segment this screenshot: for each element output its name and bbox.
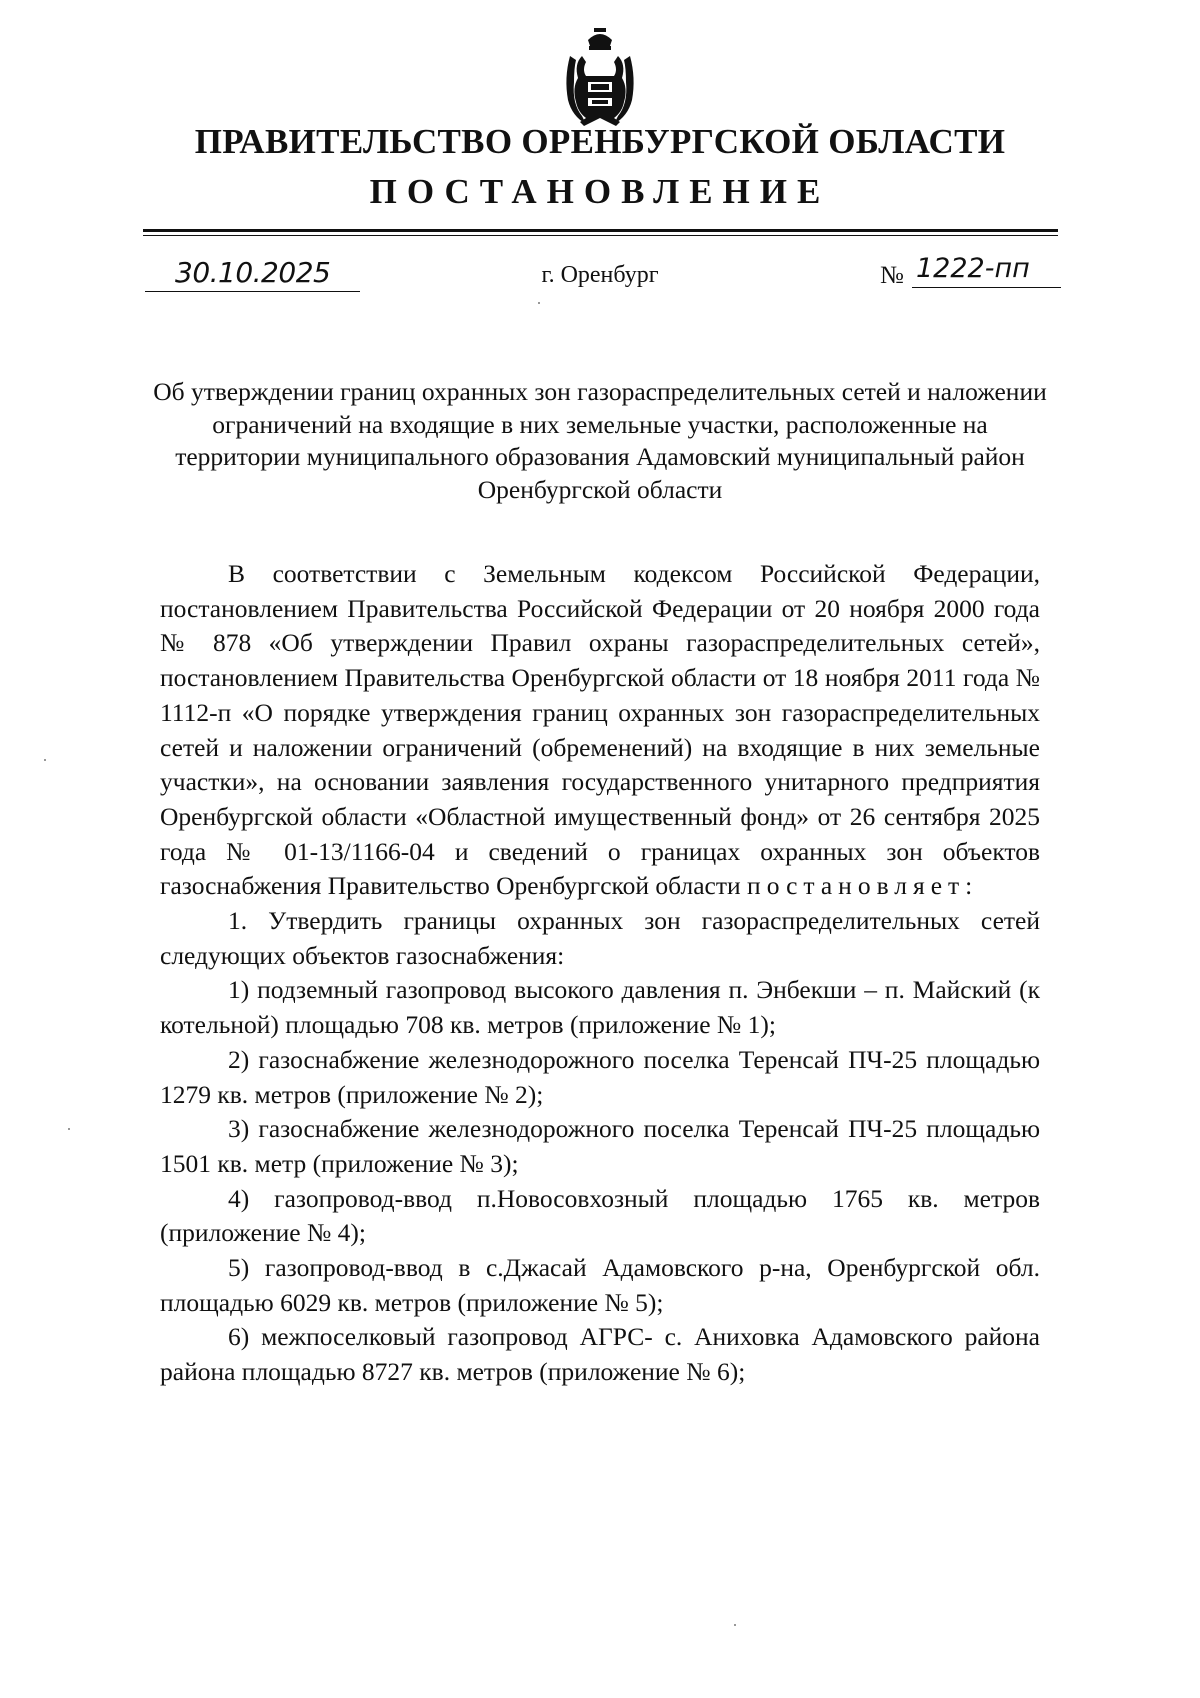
- government-title: ПРАВИТЕЛЬСТВО ОРЕНБУРГСКОЙ ОБЛАСТИ: [194, 122, 1006, 161]
- header-rule-thick: [143, 229, 1058, 232]
- header-rule-thin: [143, 235, 1058, 236]
- document-body: [160, 557, 1040, 1390]
- document-subject: Об утверждении границ охранных зон газораспределительных сетей и наложении ограничений на входящие в них земельные участки, расположенные на территории муниципального образования Адамовский муниципальный район Оренбургской области: [153, 377, 1047, 504]
- scan-speck: [538, 302, 540, 304]
- document-number-field: [880, 253, 1030, 290]
- coat-of-arms-emblem: [560, 26, 640, 130]
- scan-speck: [44, 759, 46, 761]
- list-item: 6) межпоселковый газопровод АГРС- с. Аниховка Адамовского района района площадью 8727 кв. метров (приложение № 6);: [160, 1322, 1040, 1387]
- document-type-title: ПОСТАНОВЛЕНИЕ: [369, 172, 831, 211]
- number-sign: №: [880, 262, 904, 289]
- document-number-value: 1222-пп: [912, 253, 1061, 288]
- date-value: 30.10.2025: [175, 256, 331, 289]
- preamble-text: В соответствии с Земельным кодексом Российской Федерации, постановлением Правительства Российской Федерации от 20 ноября 2000 года № 878 «Об утверждении Правил охраны газораспределительных сетей», постановлением Правительства Оренбургской области от 18 ноября 2011 года № 1112-п «О порядке утверждения границ охранных зон газораспределительных сетей и наложении ограничений (обременений) на входящие в них земельные участки», на основании заявления государственного унитарного предприятия Оренбургской области «Областной имущественный фонд» от 26 сентября 2025 года № 01-13/1166-04 и сведений о границах охранных зон объектов газоснабжения Правительство Оренбургской области: [160, 559, 1040, 901]
- preamble-paragraph: [160, 557, 1040, 904]
- resolves-word: постановляет:: [747, 871, 979, 901]
- list-item: 3) газоснабжение железнодорожного поселка Теренсай ПЧ-25 площадью 1501 кв. метр (приложение № 3);: [160, 1114, 1040, 1178]
- list-item: 1) подземный газопровод высокого давления п. Энбекши – п. Майский (к котельной) площадью 708 кв. метров (приложение № 1);: [160, 975, 1040, 1040]
- list-item: 2) газоснабжение железнодорожного поселка Теренсай ПЧ-25 площадью 1279 кв. метров (приложение № 2);: [160, 1044, 1040, 1109]
- city-label: г. Оренбург: [541, 262, 659, 288]
- scan-speck: [68, 1128, 70, 1130]
- scan-speck: [734, 1624, 736, 1626]
- list-item: 5) газопровод-ввод в с.Джасай Адамовского р-на, Оренбургской обл. площадью 6029 кв. метров (приложение № 5);: [160, 1253, 1040, 1317]
- list-item: 4) газопровод-ввод п.Новосовхозный площадью 1765 кв. метров (приложение № 4);: [160, 1183, 1040, 1248]
- clause-1: 1. Утвердить границы охранных зон газораспределительных сетей следующих объектов газоснабжения:: [160, 906, 1040, 970]
